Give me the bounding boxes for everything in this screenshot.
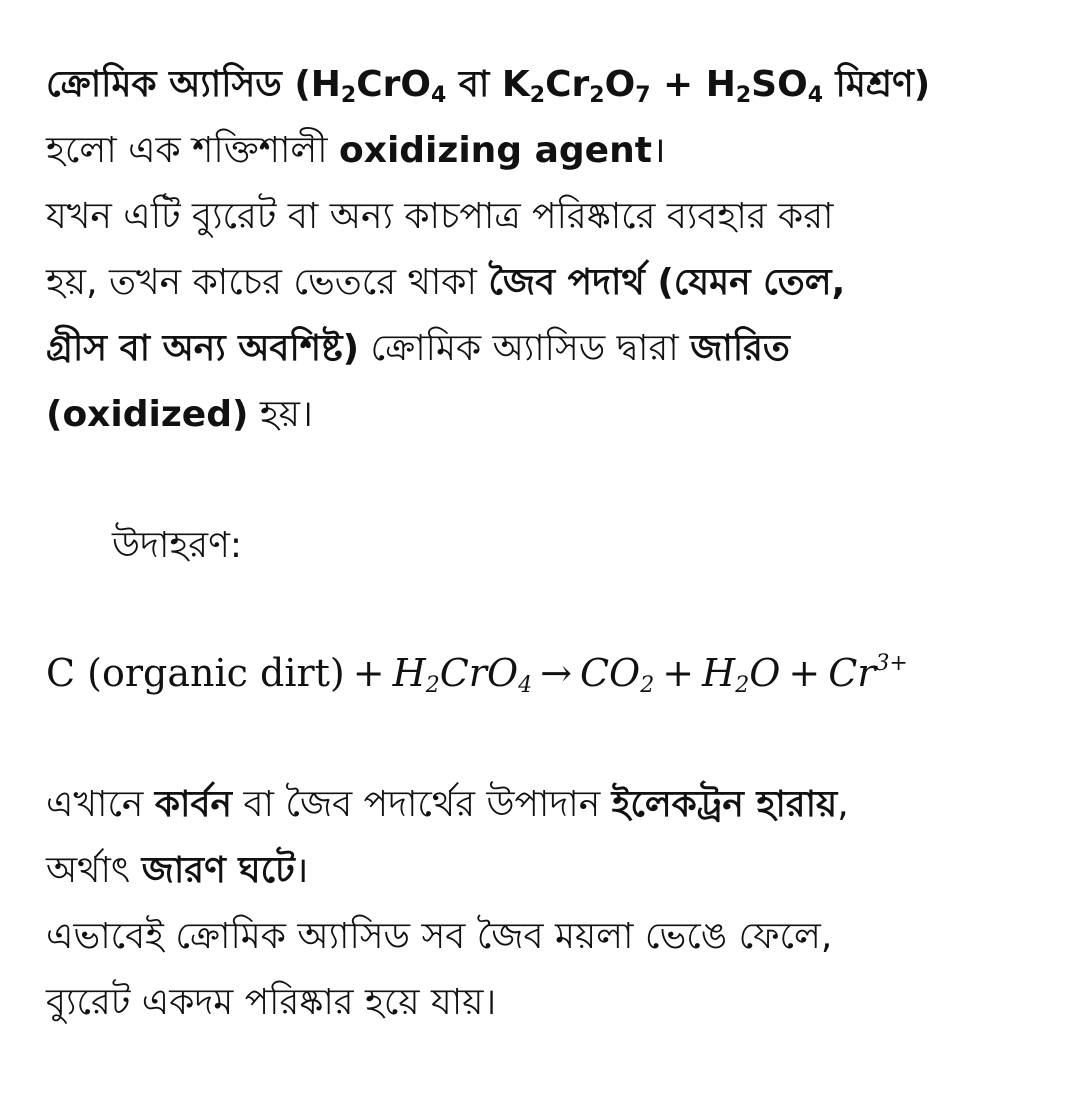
body-text: হয়, তখন কাচের ভেতরে থাকা (46, 262, 489, 303)
intro-line-2 (46, 118, 1046, 184)
body-text: অর্থাৎ (46, 850, 142, 891)
product-co2 (579, 651, 655, 698)
chemical-equation (46, 640, 1056, 706)
formula-text: বা K (446, 64, 530, 105)
intro-line-1 (46, 52, 1046, 118)
formula-text: CrO (439, 651, 519, 695)
intro-line-4 (46, 250, 1046, 316)
formula-text: Cr (545, 64, 590, 105)
punctuation: । (294, 850, 309, 891)
bold-term: oxidizing agent (338, 130, 652, 171)
reactant-chromic-acid (392, 651, 533, 698)
body-text: বা জৈব পদার্থের উপাদান (232, 784, 612, 825)
plus-sign: + (788, 651, 821, 695)
explanation-line-2 (46, 838, 1046, 904)
product-water (702, 651, 781, 698)
explanation-line-4: ব্যুরেট একদম পরিষ্কার হয়ে যায়। (46, 982, 497, 1023)
formula-text: ক্রোমিক অ্যাসিড (H (46, 64, 341, 105)
body-text: হয়। (248, 394, 313, 435)
superscript-charge: 3+ (875, 651, 908, 676)
plus-sign: + (662, 651, 695, 695)
subscript: 2 (589, 83, 605, 108)
explanation-line-1 (46, 772, 1046, 838)
subscript: 4 (431, 83, 447, 108)
bold-term: জৈব পদার্থ (যেমন তেল, (488, 262, 846, 303)
formula-text: H (702, 651, 736, 695)
formula-text: H (392, 651, 426, 695)
subscript: 4 (807, 83, 824, 108)
body-text: এখানে (46, 784, 155, 825)
bold-term: ইলেকট্রন হারায় (611, 784, 838, 825)
product-chromium-ion (828, 651, 908, 695)
intro-paragraph (46, 52, 1046, 448)
formula-text: মিশ্রণ) (823, 64, 931, 105)
subscript: 4 (518, 673, 533, 698)
intro-line-3: যখন এটি ব্যুরেট বা অন্য কাচপাত্র পরিষ্কারে ব্যবহার করা (46, 196, 834, 237)
explanation-paragraph (46, 772, 1046, 1036)
formula-text: Cr (828, 651, 876, 695)
formula-text: O (604, 64, 636, 105)
explanation-line-3: এভাবেই ক্রোমিক অ্যাসিড সব জৈব ময়লা ভেঙে ফেলে, (46, 916, 833, 957)
reactant-organic-dirt: C (organic dirt) (46, 651, 345, 695)
subscript: 2 (425, 673, 440, 698)
intro-line-5 (46, 316, 1046, 382)
subscript: 2 (340, 83, 357, 108)
formula-text: O (749, 651, 781, 695)
subscript: 2 (735, 673, 750, 698)
intro-line-6 (46, 382, 1046, 448)
body-text: হলো এক শক্তিশালী (46, 130, 339, 171)
subscript: 2 (640, 673, 655, 698)
bold-term: (oxidized) (46, 394, 249, 435)
formula-text: + H (650, 64, 736, 105)
subscript: 7 (635, 83, 651, 108)
plus-sign: + (352, 651, 385, 695)
body-text: ক্রোমিক অ্যাসিড দ্বারা (359, 328, 691, 369)
example-heading: উদাহরণ: (112, 525, 243, 566)
bold-term: জারিত (690, 328, 790, 369)
formula-text: CO (579, 651, 641, 695)
formula-text: SO (751, 64, 808, 105)
punctuation: । (651, 130, 666, 171)
subscript: 2 (735, 83, 752, 108)
subscript: 2 (529, 83, 546, 108)
bold-term: কার্বন (154, 784, 233, 825)
bold-term: জারণ ঘটে (141, 850, 295, 891)
bold-term: গ্রীস বা অন্য অবশিষ্ট) (46, 328, 360, 369)
punctuation: , (837, 784, 849, 825)
reaction-arrow: → (540, 651, 572, 695)
formula-text: CrO (356, 64, 431, 105)
